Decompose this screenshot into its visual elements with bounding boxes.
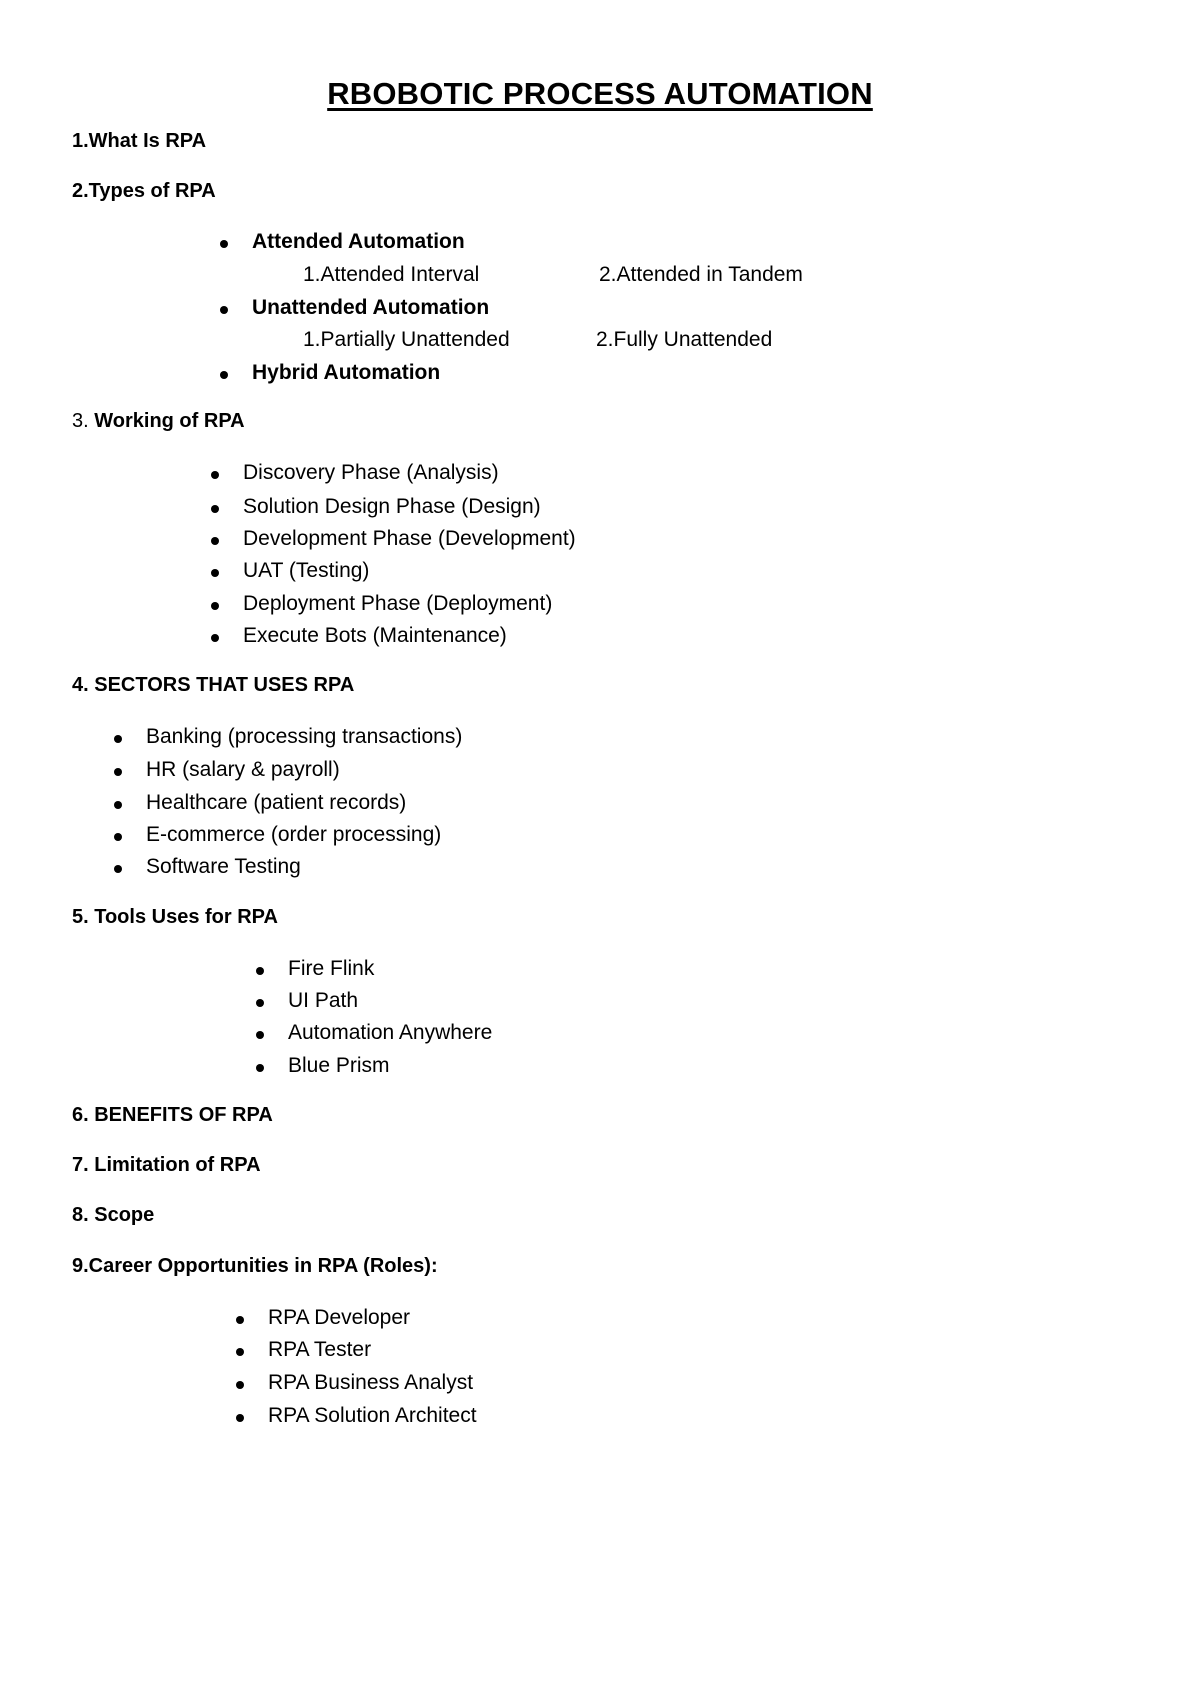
bullet-icon [236, 1414, 244, 1422]
section-heading-limitation: 7. Limitation of RPA [72, 1154, 261, 1176]
bullet-icon [256, 1064, 264, 1072]
section-heading-types-of-rpa: 2.Types of RPA [72, 180, 216, 202]
list-item: RPA Developer [268, 1306, 410, 1330]
bullet-icon [114, 768, 122, 776]
bullet-icon [211, 505, 219, 513]
list-item: UI Path [288, 989, 358, 1013]
section-heading-scope: 8. Scope [72, 1204, 155, 1226]
list-item: Discovery Phase (Analysis) [243, 461, 499, 485]
list-item: HR (salary & payroll) [146, 758, 340, 782]
document-title: RBOBOTIC PROCESS AUTOMATION [327, 76, 873, 111]
bullet-icon [114, 833, 122, 841]
bullet-icon [236, 1381, 244, 1389]
bullet-icon [211, 602, 219, 610]
list-item: Attended Automation [252, 230, 465, 254]
list-item: Unattended Automation [252, 296, 489, 320]
section-heading-career: 9.Career Opportunities in RPA (Roles): [72, 1255, 438, 1277]
section-heading-benefits: 6. BENEFITS OF RPA [72, 1104, 273, 1126]
bullet-icon [114, 735, 122, 743]
list-item: Software Testing [146, 855, 301, 879]
list-item: Banking (processing transactions) [146, 725, 462, 749]
list-item: RPA Tester [268, 1338, 371, 1362]
bullet-icon [211, 569, 219, 577]
bullet-icon [236, 1316, 244, 1324]
bullet-icon [220, 306, 228, 314]
sub-item: 2.Attended in Tandem [599, 263, 803, 286]
bullet-icon [211, 634, 219, 642]
list-item: Hybrid Automation [252, 361, 440, 385]
list-item: Solution Design Phase (Design) [243, 495, 541, 519]
sub-item: 1.Attended Interval [303, 263, 480, 286]
sub-item: 2.Fully Unattended [596, 328, 773, 351]
list-item: Deployment Phase (Deployment) [243, 592, 552, 616]
list-item: RPA Business Analyst [268, 1371, 473, 1395]
section-heading-what-is-rpa: 1.What Is RPA [72, 130, 207, 152]
section-heading-tools: 5. Tools Uses for RPA [72, 906, 278, 928]
list-item: Development Phase (Development) [243, 527, 576, 551]
section-heading-sectors: 4. SECTORS THAT USES RPA [72, 674, 355, 696]
list-item: Blue Prism [288, 1054, 390, 1078]
list-item: RPA Solution Architect [268, 1404, 477, 1428]
bullet-icon [256, 999, 264, 1007]
section-heading-working-of-rpa: 3. Working of RPA [72, 410, 245, 432]
bullet-icon [236, 1348, 244, 1356]
bullet-icon [220, 240, 228, 248]
bullet-icon [211, 537, 219, 545]
bullet-icon [114, 801, 122, 809]
bullet-icon [114, 865, 122, 873]
bullet-icon [256, 1031, 264, 1039]
bullet-icon [211, 471, 219, 479]
list-item: Fire Flink [288, 957, 374, 981]
list-item: Healthcare (patient records) [146, 791, 406, 815]
list-item: UAT (Testing) [243, 559, 369, 583]
sub-item: 1.Partially Unattended [303, 328, 510, 351]
list-item: Execute Bots (Maintenance) [243, 624, 507, 648]
list-item: Automation Anywhere [288, 1021, 492, 1045]
bullet-icon [256, 967, 264, 975]
list-item: E-commerce (order processing) [146, 823, 441, 847]
bullet-icon [220, 371, 228, 379]
